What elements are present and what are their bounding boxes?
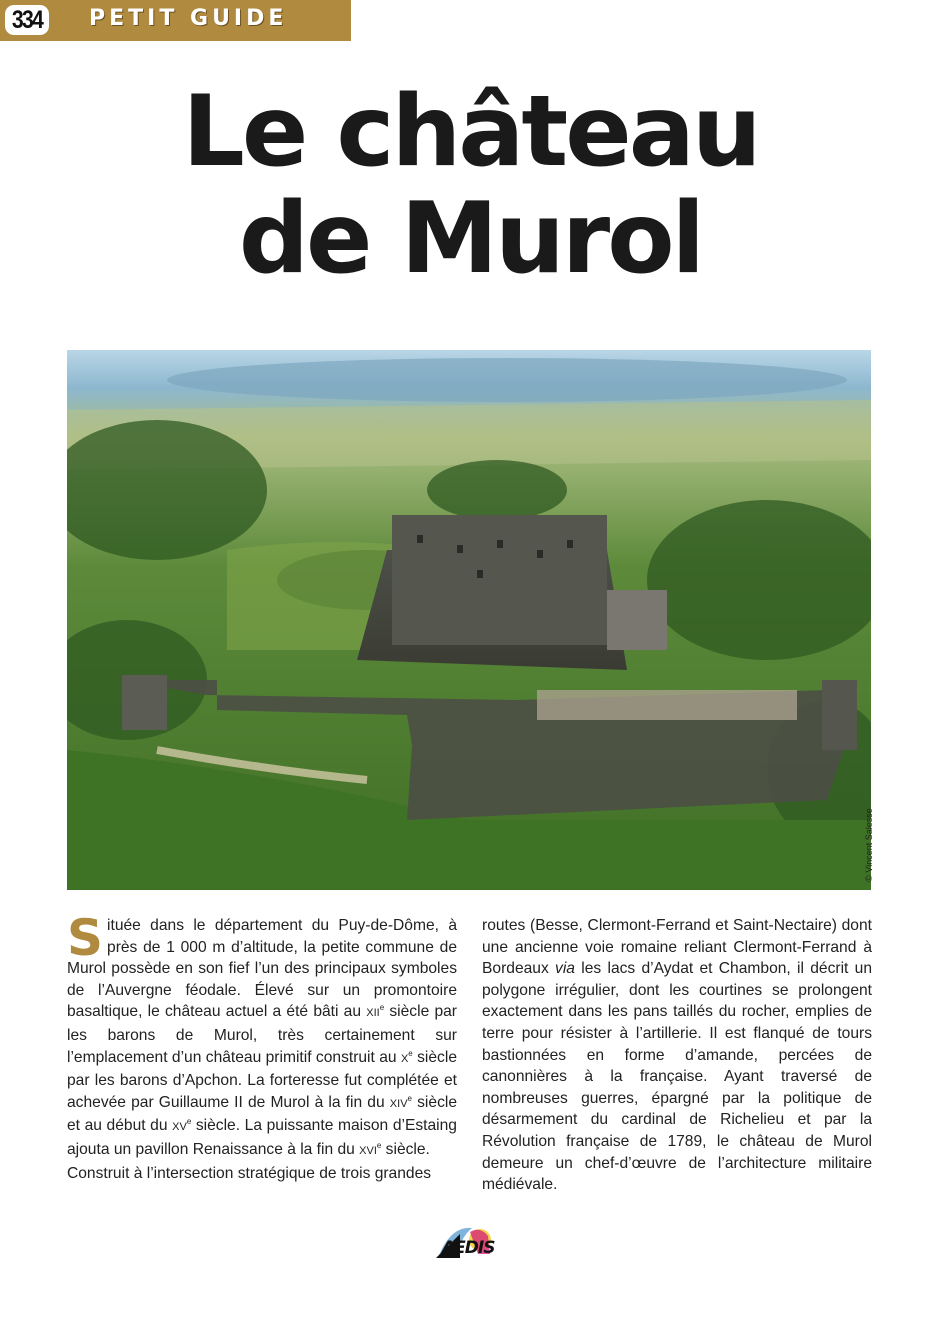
page-title-line-2: de Murol (238, 182, 703, 296)
superscript: e (379, 1003, 385, 1013)
text-run: routes (Besse, Clermont-Ferrand et Saint-Nectaire) dont une ancienne voie romaine reliant Clermont-Ferrand à Bordeaux (482, 917, 872, 978)
aedis-logo (430, 1220, 510, 1268)
article-column-right (482, 915, 872, 1196)
header-band (0, 0, 351, 41)
west-tower (122, 675, 167, 730)
drop-cap: S (67, 909, 104, 967)
text-run: siècle et au début du (67, 1093, 457, 1135)
article-paragraph-1 (67, 909, 457, 1163)
text-run: siècle. La puissante maison d’Estaing ajouta un pavillon Renaissance à la fin du (67, 1117, 457, 1158)
article-column-left (67, 909, 457, 1184)
century-numeral: XVI (359, 1144, 377, 1157)
page-number-badge (5, 5, 49, 35)
distant-hill (167, 358, 847, 402)
text-run: siècle par les barons de Murol, très certainement sur l’emplacement d’un château primitif construit au (67, 1003, 457, 1066)
ruined-pavilion (607, 590, 667, 650)
superscript: e (186, 1117, 192, 1127)
century-numeral: XII (366, 1007, 380, 1020)
text-run: siècle. (381, 1140, 430, 1158)
section-label: PETIT GUIDE (89, 6, 288, 31)
superscript: e (407, 1093, 412, 1103)
castle-photo (67, 350, 871, 890)
page-number: 334 (11, 6, 43, 34)
article-paragraph-2-start: Construit à l’intersection stratégique de trois grandes (67, 1164, 432, 1182)
century-numeral: XIV (389, 1097, 408, 1110)
italic-text: via (555, 960, 575, 978)
logo-text: AEDIS (442, 1238, 495, 1258)
superscript: e (376, 1140, 382, 1150)
page-title-line-1: Le château (182, 75, 759, 189)
photo-credit-text: © Vincent Salesse (864, 808, 874, 882)
text-run: ituée dans le département du Puy-de-Dôme, à près de 1 000 m d’altitude, la petite commune de Murol possède en son fief l’un des principaux symboles de l’Auvergne féodale. Élevé sur un promontoire basaltique, le château actuel a été bâti au (67, 917, 457, 1021)
article-paragraph-2-continued (482, 915, 872, 1196)
courtyard (537, 690, 797, 720)
century-numeral: XV (172, 1121, 187, 1134)
east-tower (822, 680, 857, 750)
superscript: e (408, 1048, 413, 1058)
text-run: les lacs d’Aydat et Chambon, il décrit un polygone irrégulier, dont les courtines se prolongent exactement dans les pans taillés du rocher, emplies de terre pour résister à l’artillerie. Il est flanqué de tours bastionnées en forme d’amande, percées de canonnières à la française. Ayant traversé de nombreuses guerres, épargné par la politique de désarmement du cardinal de Richelieu et par la Révolution française de 1789, le château de Murol demeure un chef-d’œuvre de l’architecture militaire médiévale. (482, 960, 872, 1194)
photo-credit (862, 795, 876, 895)
text-run: siècle par les barons d’Apchon. La forteresse fut complétée et achevée par Guillaume II de Murol à la fin du (67, 1048, 457, 1111)
keep-tower (392, 515, 607, 645)
century-numeral: X (400, 1052, 409, 1065)
